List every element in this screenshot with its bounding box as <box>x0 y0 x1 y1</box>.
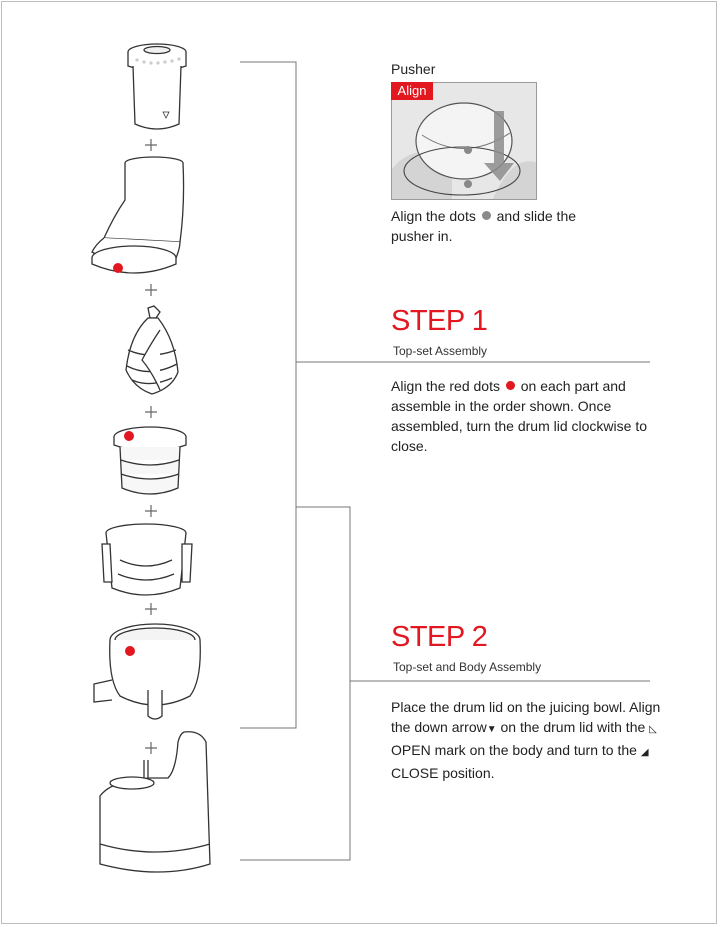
body-part <box>100 732 210 872</box>
step1-text-start: Align the red dots <box>391 378 500 394</box>
step2-title: STEP 2 <box>391 621 488 653</box>
drum-lid-part <box>92 157 184 273</box>
close-mark-icon: ◢ <box>640 747 649 758</box>
down-arrow-glyph-icon: ▼ <box>486 724 497 735</box>
step2-text-part3: OPEN mark on the body and turn to the <box>391 742 637 758</box>
plus-sign <box>145 139 157 151</box>
rotating-brush-part <box>102 524 192 595</box>
pusher-align-image <box>392 83 537 200</box>
plus-sign <box>145 284 157 296</box>
step2-text-part1: Place the drum lid on the juicing bowl. Align the down arrow <box>391 699 661 735</box>
pusher-part <box>128 44 186 129</box>
plus-sign <box>145 603 157 615</box>
plus-sign <box>145 505 157 517</box>
pusher-caption <box>391 206 611 246</box>
step2-text-part2: on the drum lid with the <box>500 719 646 735</box>
align-badge: Align <box>391 82 433 100</box>
pusher-title: Pusher <box>391 61 436 77</box>
open-mark-icon: ◺ <box>649 724 657 735</box>
step2-text <box>391 697 661 783</box>
step1-subtitle: Top-set Assembly <box>393 344 488 358</box>
step1-bracket <box>240 62 296 728</box>
plus-sign <box>145 742 157 754</box>
step1-text <box>391 376 661 456</box>
plus-sign <box>145 406 157 418</box>
step1-text-end: on each part and assemble in the order shown. Once assembled, turn the drum lid clockwise to close. <box>391 378 647 454</box>
step2-subtitle: Top-set and Body Assembly <box>393 660 542 674</box>
step2-text-part4: CLOSE position. <box>391 765 495 781</box>
step2-bracket <box>240 507 350 860</box>
strainer-part <box>114 427 186 494</box>
pusher-caption-start: Align the dots <box>391 208 476 224</box>
pusher-caption-end: and slide the pusher in. <box>391 208 577 244</box>
step1-title: STEP 1 <box>391 305 488 337</box>
juicing-bowl-part <box>94 624 200 719</box>
red-dot-icon <box>506 381 515 390</box>
screw-part <box>126 306 178 394</box>
gray-dot-icon <box>482 211 491 220</box>
